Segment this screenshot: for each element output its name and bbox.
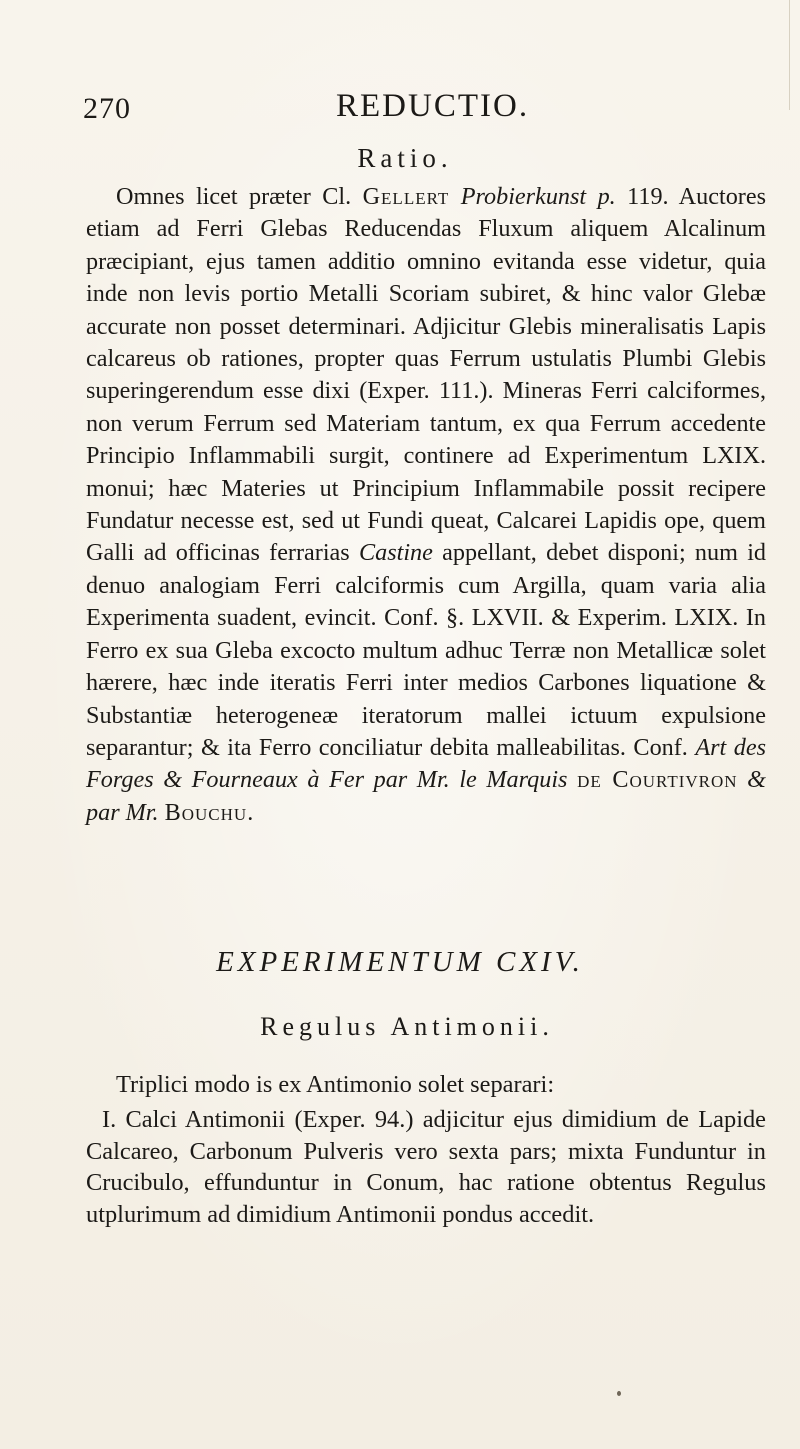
ratio-paragraph	[86, 181, 766, 829]
experiment-intro: Triplici modo is ex Antimonio solet separari:	[116, 1071, 555, 1098]
ratio-text-3: appellant, debet disponi; num id denuo analogiam Ferri calciformis cum Argilla, quam varia alia Experimenta suadent, evincit. Conf. §. LXVII. & Experim. LXIX. In Ferro ex sua Gleba excocto multum adhuc Terræ non Metallicæ solet hærere, hæc inde iteratis Ferri inter medios Carbones liquatione & Substantiæ heterogeneæ iteratorum mallei ictuum expulsione separantur; & ita Ferro conciliatur debita malleabilitas. Conf.	[86, 539, 767, 761]
ratio-text-4	[567, 766, 577, 793]
author-bouchu: Bouchu.	[164, 798, 255, 826]
ratio-text-5	[738, 766, 748, 793]
par-mr: & par Mr.	[86, 766, 766, 826]
page-number: 270	[83, 92, 131, 125]
experiment-item-1: I. Calci Antimonii (Exper. 94.) adjicitur ejus dimidium de Lapide Calcareo, Carbonum Pulveris vero sexta pars; mixta Funduntur in Crucibulo, effunduntur in Conum, hac ratione obtentus Regulus utplurimum ad dimidium Antimonii pondus accedit.	[86, 1106, 766, 1228]
ratio-text-1: Omnes licet præter Cl.	[116, 183, 363, 210]
term-castine: Castine	[358, 539, 433, 567]
experiment-subheading: Regulus Antimonii.	[260, 1012, 554, 1041]
ink-speck	[617, 1391, 621, 1396]
running-head	[0, 88, 800, 128]
author-gellert: Gellert	[362, 183, 450, 210]
author-courtivron: de Courtivron	[577, 766, 738, 794]
title-probierkunst: Probierkunst p.	[460, 183, 616, 210]
experiment-heading: EXPERIMENTUM CXIV.	[216, 946, 584, 978]
ratio-text-2: 119. Auctores etiam ad Ferri Glebas Reducendas Fluxum aliquem Alcalinum præcipiant, ejus tamen additio omnino evitanda esse videtur, quia inde non levis portio Metalli Scoriam subiret, & hinc valor Glebæ accurate non posset determinari. Adjicitur Glebis mineralisatis Lapis calcareus ob rationes, propter quas Ferrum ustulatis Plumbi Glebis superingerendum esse dixi (Exper. 111.). Mineras Ferri calciformes, non verum Ferrum sed Materiam tantum, ex qua Ferrum accedente Principio Inflammabili surgit, continere ad Experimentum LXIX. monui; hæc Materies ut Principium Inflammabile possit recipere Fundatur necesse est, sed ut Fundi queat, Calcarei Lapidis ope, quem Galli ad officinas ferrarias	[86, 183, 766, 567]
section-heading-ratio: Ratio.	[357, 143, 453, 173]
book-title-art-des-forges: Art des Forges & Fourneaux à Fer par Mr. le Marquis	[86, 733, 767, 794]
running-title: REDUCTIO.	[336, 88, 530, 124]
